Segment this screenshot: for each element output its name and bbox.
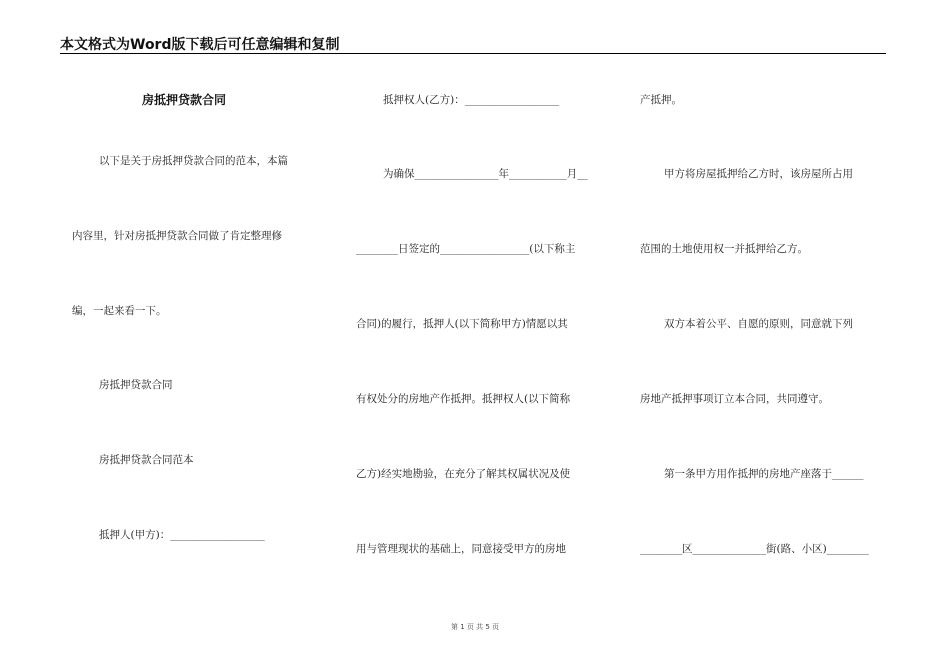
page-number: 第 1 页 共 5 页 xyxy=(450,623,500,631)
paragraph-line: 乙方)经实地勘验，在充分了解其权属状况及使 xyxy=(356,468,571,480)
section-heading: 房抵押贷款合同范本 xyxy=(99,454,194,466)
text-column-2 xyxy=(356,0,606,672)
mortgagor-field: 抵押人(甲方)：__________________ xyxy=(99,529,265,541)
article-1-line: 第一条甲方用作抵押的房地产座落于______ xyxy=(664,468,864,480)
paragraph-line: 用与管理现状的基础上，同意接受甲方的房地 xyxy=(356,543,566,555)
section-heading: 房抵押贷款合同 xyxy=(99,379,173,391)
paragraph-line: 甲方将房屋抵押给乙方时，该房屋所占用 xyxy=(664,168,853,180)
paragraph-line: 编，一起来看一下。 xyxy=(72,305,167,317)
paragraph-line: 以下是关于房抵押贷款合同的范本，本篇 xyxy=(99,155,288,167)
paragraph-line: 产抵押。 xyxy=(640,94,682,106)
paragraph-line: 合同)的履行，抵押人(以下简称甲方)情愿以其 xyxy=(356,318,568,330)
document-title: 房抵押贷款合同 xyxy=(142,93,227,107)
paragraph-line: 有权处分的房地产作抵押。抵押权人(以下简称 xyxy=(356,393,571,405)
mortgagee-field: 抵押权人(乙方)：__________________ xyxy=(383,94,560,106)
paragraph-line: 范围的土地使用权一并抵押给乙方。 xyxy=(640,243,808,255)
text-column-3 xyxy=(637,0,887,672)
text-column-1 xyxy=(72,0,322,672)
paragraph-line: 双方本着公平、自愿的原则，同意就下列 xyxy=(664,318,853,330)
paragraph-line: 为确保________________年___________月__ xyxy=(383,168,588,180)
paragraph-line: ________日签定的_________________(以下称主 xyxy=(356,243,576,255)
header-text: 本文格式为Word版下载后可任意编辑和复制 xyxy=(60,37,340,53)
paragraph-line: 房地产抵押事项订立本合同，共同遵守。 xyxy=(640,393,829,405)
address-field: ________区______________街(路、小区)________ xyxy=(640,543,869,555)
paragraph-line: 内容里，针对房抵押贷款合同做了肯定整理修 xyxy=(72,230,282,242)
